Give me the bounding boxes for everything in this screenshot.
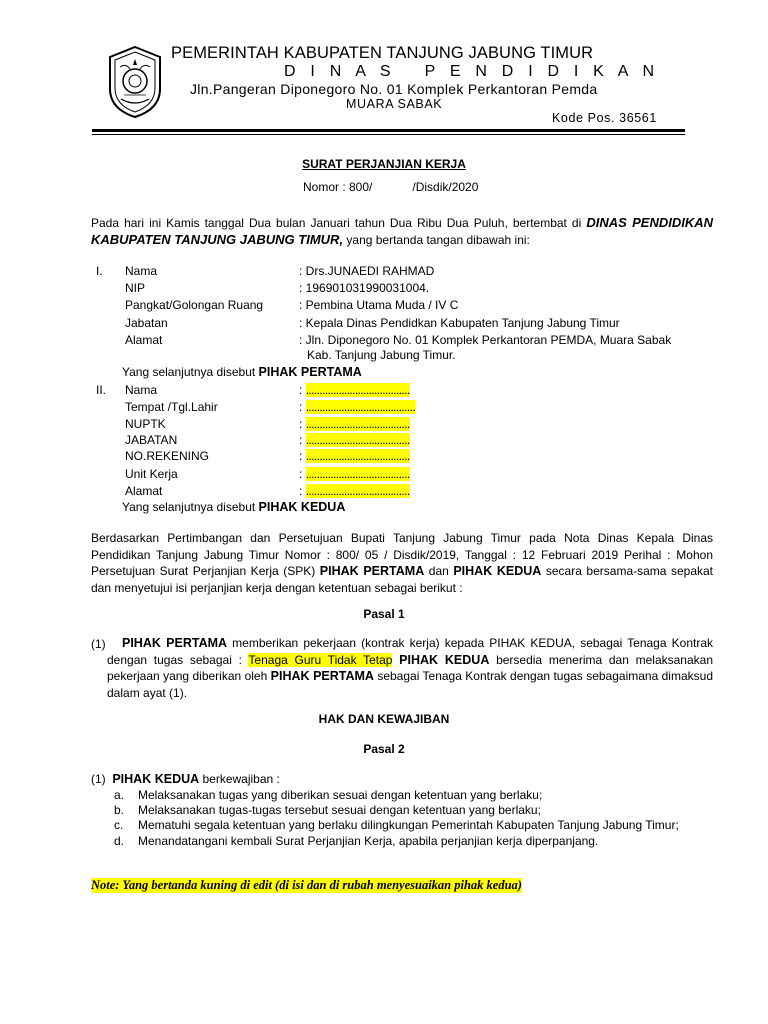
pihak2-number: II. (96, 383, 107, 397)
pasal2-heading: Pasal 2 (363, 742, 405, 756)
header-divider-thick (92, 129, 685, 132)
pasal2-intro: (1) PIHAK KEDUA berkewajiban : (91, 772, 280, 786)
job-title-highlight[interactable]: Tenaga Guru Tidak Tetap (248, 652, 393, 667)
pihak1-label-jabatan: Jabatan (125, 316, 168, 330)
pihak1-value-pangkat: : Pembina Utama Muda / IV C (299, 298, 459, 312)
header-divider-thin (92, 134, 685, 135)
pihak1-value-alamat: : Jln. Diponegoro No. 01 Komplek Perkantoran PEMDA, Muara Sabak (299, 333, 672, 347)
header-office-name: D I N A S P E N D I D I K A N (284, 63, 660, 80)
obligation-c-text: Mematuhi segala ketentuan yang berlaku dilingkungan Pemerintah Kabupaten Tanjung Jabung Timur; (138, 818, 679, 832)
regency-seal-logo (106, 45, 164, 119)
obligation-d-letter: d. (114, 834, 125, 848)
pasal1-number: (1) (91, 637, 106, 651)
header-government-name: PEMERINTAH KABUPATEN TANJUNG JABUNG TIMUR (171, 44, 594, 62)
pihak2-label-unit-kerja: Unit Kerja (125, 467, 178, 481)
pihak1-value-nama: : Drs.JUNAEDI RAHMAD (299, 264, 435, 278)
pihak2-field-nama[interactable]: : ...................................... (299, 383, 410, 397)
pihak2-designation: Yang selanjutnya disebut PIHAK KEDUA (122, 500, 346, 514)
obligation-a-text: Melaksanakan tugas yang diberikan sesuai dengan ketentuan yang berlaku; (138, 788, 543, 802)
basis-paragraph: Berdasarkan Pertimbangan dan Persetujuan Bupati Tanjung Jabung Timur pada Nota Dinas Kepala Dinas Pendidikan Tanjung Jabung Timur Nomor : 800/ 05 / Disdik/2019, Tanggal : 12 Februari 2019 Perihal : Mohon Persetujuan Surat Perjanjian Kerja (SPK) PIHAK PERTAMA dan PIHAK KEDUA secara bersama-sama sepakat dan menyetujui isi perjanjian kerja dengan ketentuan sebagai berikut : (91, 531, 714, 595)
header-address: Jln.Pangeran Diponegoro No. 01 Komplek Perkantoran Pemda (190, 81, 598, 97)
pasal1-paragraph: PIHAK PERTAMA memberikan pekerjaan (kontrak kerja) kepada PIHAK KEDUA, sebagai Tenaga Kontrak dengan tugas sebagai : Tenaga Guru Tidak Tetap PIHAK KEDUA bersedia menerima dan melaksanakan pekerjaan yang diberikan oleh PIHAK PERTAMA sebagai Tenaga Kontrak dengan tugas sebagaimana dimaksud dalam ayat (1). (107, 636, 714, 700)
pihak2-label-nuptk: NUPTK (125, 417, 166, 431)
pihak1-label-nama: Nama (125, 264, 158, 278)
pihak2-label-nama: Nama (125, 383, 158, 397)
pihak2-label-ttl: Tempat /Tgl.Lahir (125, 400, 218, 414)
pihak2-field-unit-kerja[interactable]: : ...................................... (299, 467, 410, 481)
editing-note: Note: Yang bertanda kuning di edit (di isi dan di rubah menyesuaikan pihak kedua) (91, 878, 522, 892)
obligation-d-text: Menandatangani kembali Surat Perjanjian Kerja, apabila perjanjian kerja diperpanjang. (138, 834, 599, 848)
pihak2-field-jabatan[interactable]: : ...................................... (299, 433, 410, 447)
obligation-b-letter: b. (114, 803, 125, 817)
pihak2-field-rekening[interactable]: : ...................................... (299, 449, 410, 463)
pihak1-number: I. (96, 264, 103, 278)
pihak1-value-alamat-line2: Kab. Tanjung Jabung Timur. (307, 348, 456, 362)
pihak2-field-ttl[interactable]: : ........................................ (299, 400, 416, 414)
header-city: MUARA SABAK (346, 97, 443, 111)
pihak2-label-alamat: Alamat (125, 484, 163, 498)
pihak2-field-alamat[interactable]: : ...................................... (299, 484, 410, 498)
pihak2-field-nuptk[interactable]: : ...................................... (299, 417, 410, 431)
document-number: Nomor : 800/ /Disdik/2020 (303, 180, 479, 194)
pihak1-label-alamat: Alamat (125, 333, 163, 347)
header-postal-code: Kode Pos. 36561 (552, 111, 657, 125)
pasal1-heading: Pasal 1 (363, 607, 405, 621)
obligation-b-text: Melaksanakan tugas-tugas tersebut sesuai dengan ketentuan yang berlaku; (138, 803, 541, 817)
pihak2-label-rekening: NO.REKENING (125, 449, 210, 463)
pihak1-label-nip: NIP (125, 281, 146, 295)
pihak1-value-jabatan: : Kepala Dinas Pendidkan Kabupaten Tanjung Jabung Timur (299, 316, 620, 330)
pihak1-label-pangkat: Pangkat/Golongan Ruang (125, 298, 264, 312)
pihak1-designation: Yang selanjutnya disebut PIHAK PERTAMA (122, 365, 362, 379)
obligation-c-letter: c. (114, 818, 124, 832)
pihak1-value-nip: : 196901031990031004. (299, 281, 430, 295)
document-title: SURAT PERJANJIAN KERJA (302, 157, 466, 171)
opening-paragraph: Pada hari ini Kamis tanggal Dua bulan Januari tahun Dua Ribu Dua Puluh, bertembat di DINAS PENDIDIKAN KABUPATEN TANJUNG JABUNG TIMUR, yang bertanda tangan dibawah ini: (91, 215, 713, 247)
pihak2-label-jabatan: JABATAN (125, 433, 178, 447)
rights-obligations-heading: HAK DAN KEWAJIBAN (318, 712, 450, 726)
obligation-a-letter: a. (114, 788, 125, 802)
